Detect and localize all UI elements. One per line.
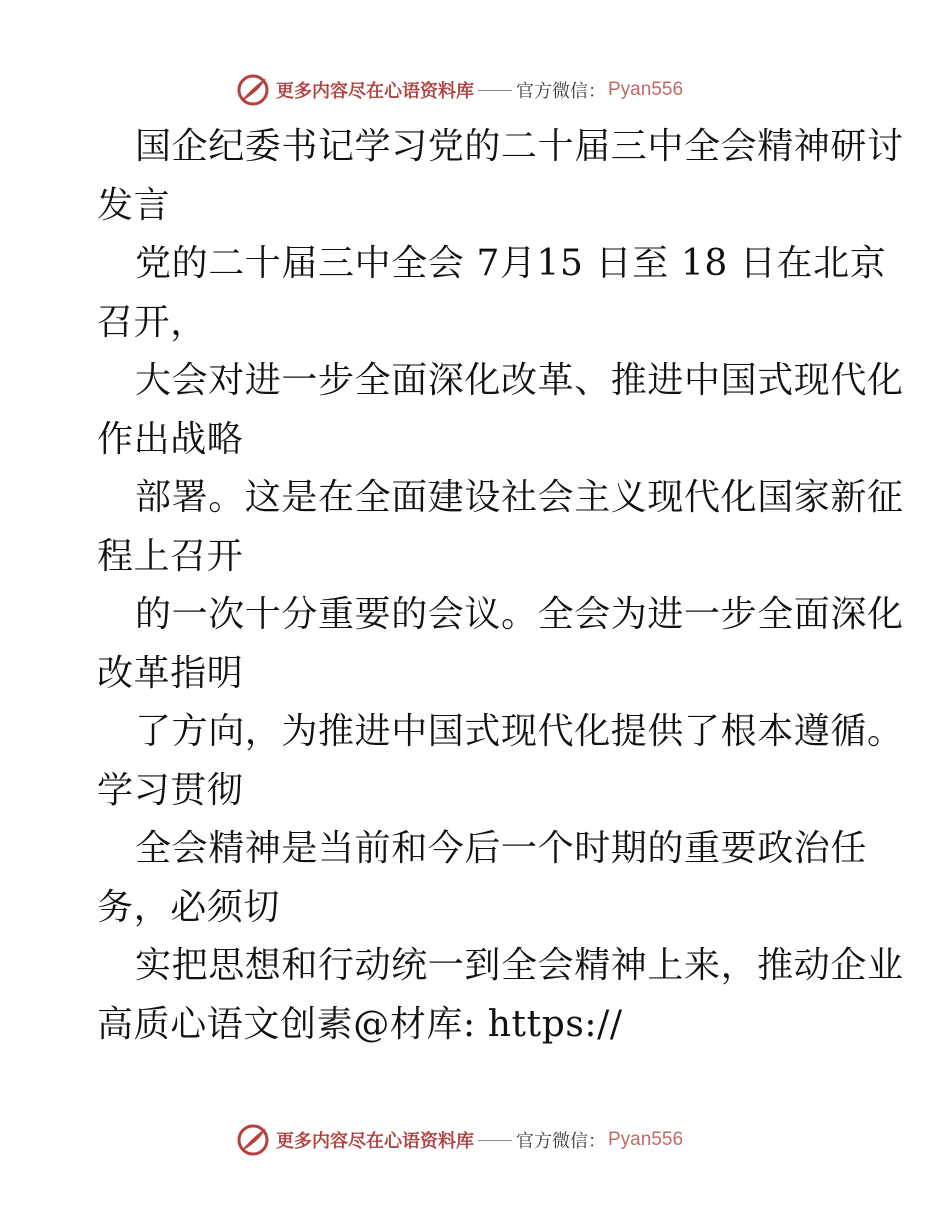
text-line: 务，必须切 (97, 886, 281, 928)
document-body (97, 118, 904, 1054)
text-line: 实把思想和行动统一到全会精神上来，推动企业 (135, 945, 904, 986)
wechat-label: 官方微信： (516, 81, 606, 102)
text-line: 程上召开 (97, 535, 244, 577)
quill-logo-icon (236, 73, 270, 107)
wechat-id: Pyan556 (608, 1129, 684, 1150)
wechat-label: 官方微信： (516, 1131, 606, 1152)
text-line: 的一次十分重要的会议。全会为进一步全面深化 (135, 594, 904, 635)
site-name: 更多内容尽在心语资料库 (276, 81, 474, 102)
text-line: 国企纪委书记学习党的二十届三中全会精神研讨 (135, 126, 904, 167)
wechat-id: Pyan556 (608, 79, 684, 100)
quill-logo-icon (236, 1123, 270, 1157)
text-line: 发言 (97, 184, 171, 226)
text-line: 高质心语文创素@材库: https:// (97, 1003, 623, 1045)
header-watermark (236, 72, 683, 108)
text-line: 学习贯彻 (97, 769, 244, 811)
site-name: 更多内容尽在心语资料库 (276, 1131, 474, 1152)
text-line: 召开， (97, 301, 207, 343)
text-line: 全会精神是当前和今后一个时期的重要政治任 (135, 828, 868, 869)
separator-dash (478, 1140, 512, 1141)
text-line: 改革指明 (97, 652, 244, 694)
separator-dash (478, 90, 512, 91)
footer-watermark (236, 1122, 683, 1158)
text-line: 了方向，为推进中国式现代化提供了根本遵循。 (135, 711, 904, 752)
text-line: 大会对进一步全面深化改革、推进中国式现代化 (135, 360, 904, 401)
text-line: 党的二十届三中全会 7月15 日至 18 日在北京 (135, 243, 887, 284)
text-line: 作出战略 (97, 418, 244, 460)
text-line: 部署。这是在全面建设社会主义现代化国家新征 (135, 477, 904, 518)
